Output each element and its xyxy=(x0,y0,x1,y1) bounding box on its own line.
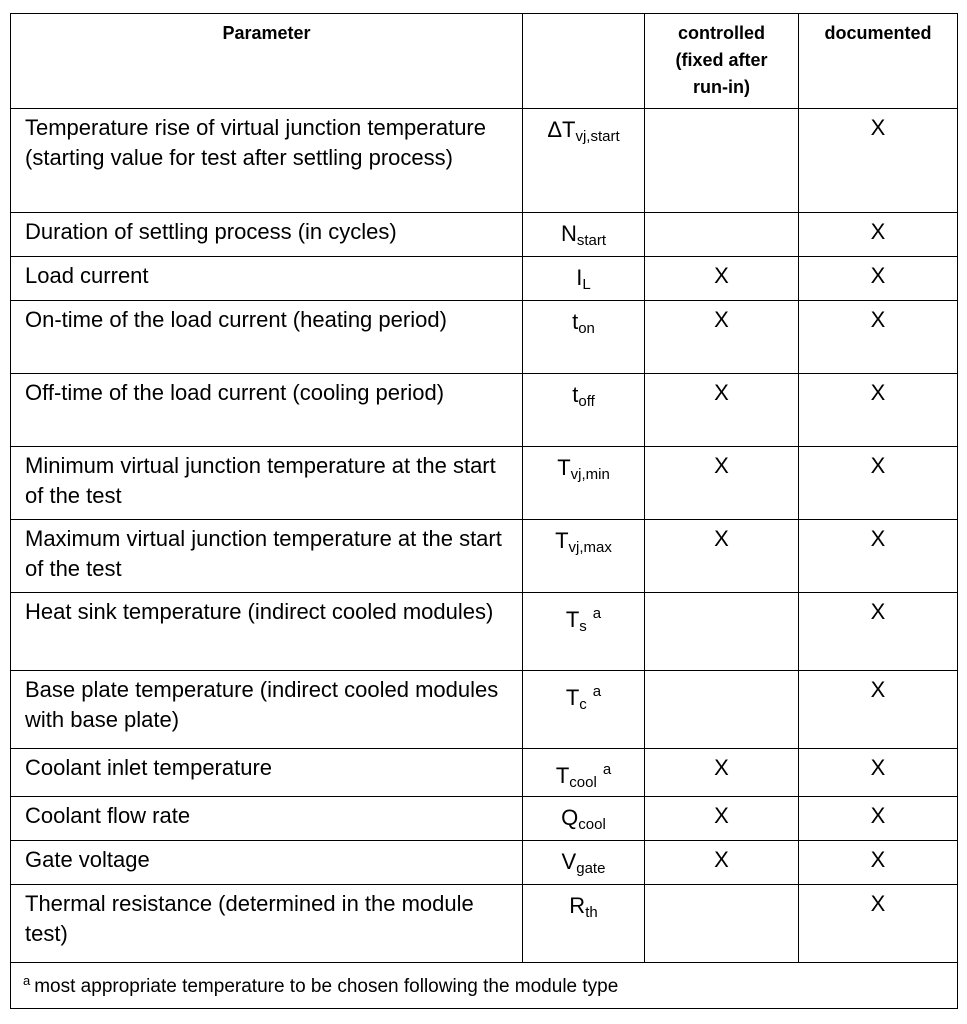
table-row xyxy=(11,671,958,749)
controlled-cell xyxy=(645,109,799,213)
controlled-cell xyxy=(645,593,799,671)
header-documented: documented xyxy=(799,14,958,109)
symbol-superscript: a xyxy=(602,761,612,778)
symbol-superscript: a xyxy=(592,683,602,700)
parameter-cell: Coolant flow rate xyxy=(11,797,523,841)
parameter-cell: Thermal resistance (determined in the module test) xyxy=(11,885,523,963)
symbol-subscript: L xyxy=(582,276,591,293)
parameter-cell: Temperature rise of virtual junction temperature (starting value for test after settling process) xyxy=(11,109,523,213)
symbol-main: T xyxy=(555,528,569,553)
header-controlled-line1: controlled xyxy=(677,23,765,43)
documented-cell: X xyxy=(799,671,958,749)
table-row xyxy=(11,797,958,841)
documented-cell: X xyxy=(799,257,958,301)
symbol-subscript: start xyxy=(576,232,607,249)
symbol-cell xyxy=(523,109,645,213)
controlled-cell xyxy=(645,213,799,257)
symbol-cell xyxy=(523,797,645,841)
symbol-subscript: on xyxy=(578,320,595,337)
symbol-main: ΔT xyxy=(547,117,576,142)
symbol-main: Q xyxy=(561,805,579,830)
table-body xyxy=(11,109,958,963)
parameter-cell: On-time of the load current (heating period) xyxy=(11,301,523,374)
parameter-table xyxy=(10,13,958,1009)
symbol-main: T xyxy=(557,455,571,480)
parameter-cell: Off-time of the load current (cooling period) xyxy=(11,374,523,447)
parameter-cell: Load current xyxy=(11,257,523,301)
symbol-cell xyxy=(523,593,645,671)
footnote-marker: a xyxy=(23,973,31,988)
symbol-subscript: cool xyxy=(569,774,597,791)
symbol-subscript: off xyxy=(578,393,595,410)
documented-cell: X xyxy=(799,109,958,213)
documented-cell: X xyxy=(799,520,958,593)
documented-cell: X xyxy=(799,841,958,885)
symbol-main: t xyxy=(572,309,579,334)
symbol-cell xyxy=(523,885,645,963)
symbol-cell xyxy=(523,257,645,301)
header-parameter: Parameter xyxy=(11,14,523,109)
symbol-subscript: vj,max xyxy=(568,539,612,556)
symbol-subscript: cool xyxy=(578,816,606,833)
symbol-cell xyxy=(523,841,645,885)
parameter-cell: Duration of settling process (in cycles) xyxy=(11,213,523,257)
header-controlled-line2: (fixed after xyxy=(675,50,768,70)
table-row xyxy=(11,301,958,374)
footnote-row xyxy=(11,963,958,1009)
symbol-main: T xyxy=(565,607,580,632)
table-row xyxy=(11,257,958,301)
controlled-cell: X xyxy=(645,797,799,841)
table-row xyxy=(11,841,958,885)
table-row xyxy=(11,447,958,520)
documented-cell: X xyxy=(799,593,958,671)
table-row xyxy=(11,374,958,447)
symbol-main: T xyxy=(555,763,570,788)
documented-cell: X xyxy=(799,213,958,257)
controlled-cell xyxy=(645,885,799,963)
symbol-cell xyxy=(523,447,645,520)
symbol-cell xyxy=(523,671,645,749)
symbol-cell xyxy=(523,301,645,374)
controlled-cell: X xyxy=(645,841,799,885)
documented-cell: X xyxy=(799,749,958,797)
parameter-cell: Base plate temperature (indirect cooled modules with base plate) xyxy=(11,671,523,749)
symbol-main: R xyxy=(569,893,586,918)
table-row xyxy=(11,520,958,593)
controlled-cell: X xyxy=(645,520,799,593)
table-row xyxy=(11,885,958,963)
symbol-main: t xyxy=(572,382,579,407)
symbol-subscript: vj,start xyxy=(575,128,620,145)
symbol-main: I xyxy=(576,265,583,290)
controlled-cell: X xyxy=(645,447,799,520)
parameter-cell: Gate voltage xyxy=(11,841,523,885)
table-row xyxy=(11,213,958,257)
documented-cell: X xyxy=(799,797,958,841)
header-controlled-line3: run-in) xyxy=(693,77,750,97)
symbol-main: V xyxy=(561,849,577,874)
controlled-cell: X xyxy=(645,301,799,374)
table-row xyxy=(11,593,958,671)
symbol-subscript: gate xyxy=(576,860,606,877)
symbol-subscript: s xyxy=(579,618,587,635)
parameter-cell: Minimum virtual junction temperature at the start of the test xyxy=(11,447,523,520)
footnote-text: most appropriate temperature to be chosen following the module type xyxy=(34,976,619,997)
documented-cell: X xyxy=(799,885,958,963)
table-row xyxy=(11,109,958,213)
symbol-cell xyxy=(523,749,645,797)
symbol-cell xyxy=(523,374,645,447)
symbol-subscript: vj,min xyxy=(570,466,610,483)
controlled-cell xyxy=(645,671,799,749)
parameter-cell: Coolant inlet temperature xyxy=(11,749,523,797)
controlled-cell: X xyxy=(645,749,799,797)
controlled-cell: X xyxy=(645,374,799,447)
documented-cell: X xyxy=(799,374,958,447)
header-symbol xyxy=(523,14,645,109)
symbol-main: N xyxy=(560,221,577,246)
footnote-cell xyxy=(11,963,958,1009)
symbol-cell xyxy=(523,520,645,593)
symbol-subscript: th xyxy=(585,904,598,921)
parameter-cell: Maximum virtual junction temperature at the start of the test xyxy=(11,520,523,593)
documented-cell: X xyxy=(799,301,958,374)
documented-cell: X xyxy=(799,447,958,520)
header-controlled xyxy=(645,14,799,109)
symbol-cell xyxy=(523,213,645,257)
controlled-cell: X xyxy=(645,257,799,301)
symbol-subscript: c xyxy=(579,696,587,713)
header-row xyxy=(11,14,958,109)
table-row xyxy=(11,749,958,797)
symbol-main: T xyxy=(565,685,580,710)
symbol-superscript: a xyxy=(592,605,602,622)
parameter-cell: Heat sink temperature (indirect cooled modules) xyxy=(11,593,523,671)
parameter-table-container xyxy=(10,13,957,1009)
